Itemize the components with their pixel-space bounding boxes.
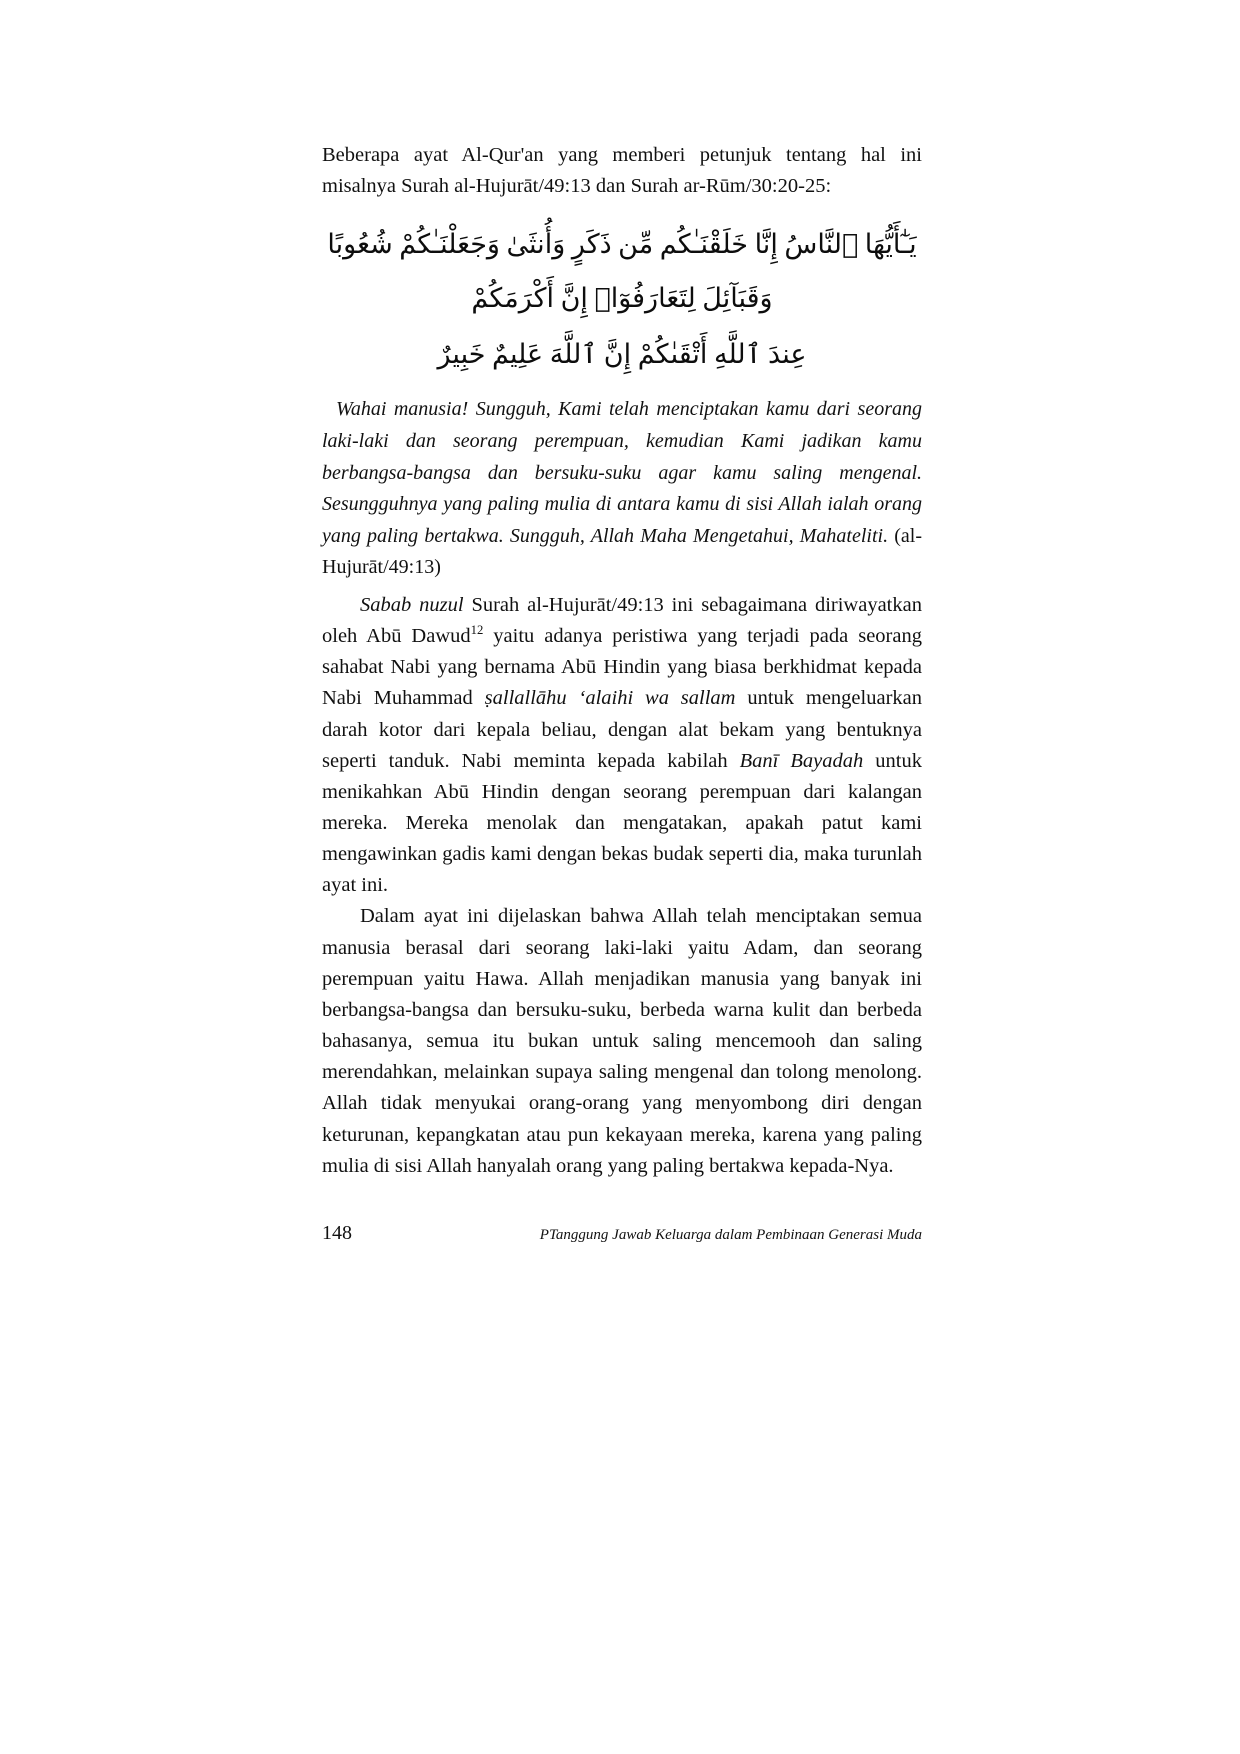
sabab-nuzul-part-d: untuk menikahkan Abū Hindin dengan seorang perempuan dari kalangan mereka. Mereka menolak dan mengatakan, apakah patut kami mengawinkan gadis kami dengan bekas budak seperti dia, maka turunlah ayat ini. bbox=[322, 749, 922, 897]
page-content bbox=[322, 140, 922, 1182]
sabab-nuzul-part-b: yaitu adanya peristiwa yang terjadi pada seorang sahabat Nabi yang bernama Abū Hindin yang biasa berkhidmat kepada Nabi Muhammad bbox=[322, 625, 922, 710]
verse-translation-reference: (al-Hujurāt/49:13) bbox=[322, 524, 922, 579]
sabab-nuzul-part-a: Surah al-Hujurāt/49:13 ini sebagaimana diriwayatkan oleh Abū Dawud bbox=[322, 593, 922, 648]
intro-paragraph: Beberapa ayat Al-Qur'an yang memberi petunjuk tentang hal ini misalnya Surah al-Hujurāt/49:13 dan Surah ar-Rūm/30:20-25: bbox=[322, 144, 922, 198]
verse-translation bbox=[322, 394, 922, 584]
arabic-verse-block bbox=[322, 218, 922, 382]
sabab-nuzul-italic-1: ṣallallāhu ‘alaihi wa sallam bbox=[484, 687, 736, 710]
paragraph-sabab-nuzul bbox=[322, 590, 922, 902]
sabab-nuzul-lead: Sabab nuzul bbox=[360, 593, 464, 616]
running-title: PTanggung Jawab Keluarga dalam Pembinaan Generasi Muda bbox=[539, 1227, 922, 1243]
footnote-marker: 12 bbox=[470, 623, 484, 638]
arabic-verse-line-1: يَـٰٓأَيُّهَا ٱلنَّاسُ إِنَّا خَلَقْنَـٰكُم مِّن ذَكَرٍ وَأُنثَىٰ وَجَعَلْنَـٰكُمْ شُعُوبًا وَقَبَآئِلَ لِتَعَارَفُوٓا۟ إِنَّ أَكْرَمَكُمْ bbox=[327, 229, 917, 315]
verse-translation-text: Wahai manusia! Sungguh, Kami telah menciptakan kamu dari seorang laki-laki dan seorang perempuan, kemudian Kami jadikan kamu berbangsa-bangsa dan bersuku-suku agar kamu saling mengenal. Sesungguhnya yang paling mulia di antara kamu di sisi Allah ialah orang yang paling bertakwa. Sungguh, Allah Maha Mengetahui, Mahateliti. bbox=[322, 398, 922, 547]
arabic-verse-line-2: عِندَ ٱللَّهِ أَتْقَىٰكُمْ إِنَّ ٱللَّهَ عَلِيمٌ خَبِيرٌ bbox=[437, 339, 807, 371]
paragraph-penjelasan-ayat: Dalam ayat ini dijelaskan bahwa Allah telah menciptakan semua manusia berasal dari seorang laki-laki yaitu Adam, dan seorang perempuan yaitu Hawa. Allah menjadikan manusia yang banyak ini berbangsa-bangsa dan bersuku-suku, berbeda warna kulit dan berbeda bahasanya, semua itu bukan untuk saling mencemooh dan saling merendahkan, melainkan supaya saling mengenal dan tolong menolong. Allah tidak menyukai orang-orang yang menyombong diri dengan keturunan, kepangkatan atau pun kekayaan mereka, karena yang paling mulia di sisi Allah hanyalah orang yang paling bertakwa kepada-Nya. bbox=[322, 905, 922, 1177]
sabab-nuzul-part-c: untuk mengeluarkan darah kotor dari kepala beliau, dengan alat bekam yang bentuknya seperti tanduk. Nabi meminta kepada kabilah bbox=[322, 687, 923, 772]
sabab-nuzul-italic-2: Banī Bayadah bbox=[739, 749, 864, 772]
page-footer bbox=[322, 1222, 922, 1245]
page-number: 148 bbox=[322, 1222, 352, 1244]
